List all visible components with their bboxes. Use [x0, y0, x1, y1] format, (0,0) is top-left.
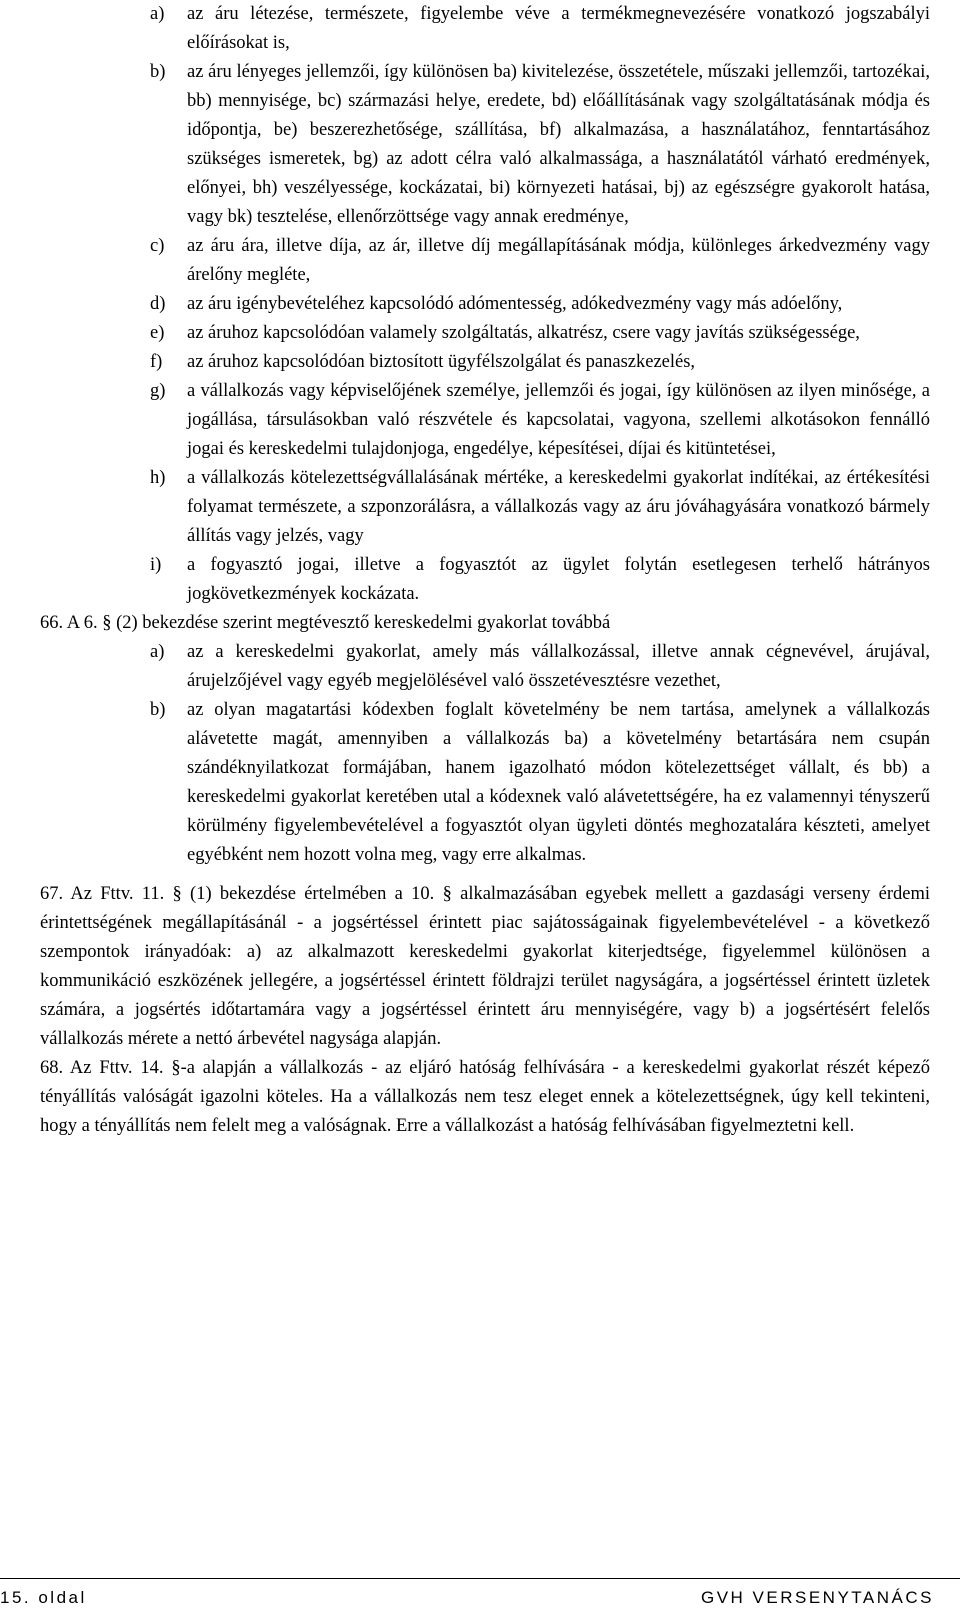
- list-item: [40, 638, 930, 696]
- list-item: [40, 377, 930, 464]
- list-item: [40, 696, 930, 870]
- list-item-text: az áruhoz kapcsolódóan valamely szolgáltatás, alkatrész, csere vagy javítás szükségessége,: [187, 323, 860, 343]
- list-marker: d): [150, 294, 166, 314]
- top-list: [40, 0, 930, 609]
- list-item-text: a vállalkozás kötelezettségvállalásának mértéke, a kereskedelmi gyakorlat indítékai, az értékesítési folyamat természete, a szponzorálásra, a vállalkozás vagy az áru jóváhagyására vonatkozó bármely állítás vagy jelzés, vagy: [187, 468, 930, 546]
- footer-organization: GVH VERSENYTANÁCS: [700, 1588, 934, 1607]
- section-67-paragraph: 67. Az Fttv. 11. § (1) bekezdése értelmében a 10. § alkalmazásában egyebek mellett a gazdasági verseny érdemi érintettségének megállapításánál - a jogsértéssel érintett piac sajátosságainak figyelembevételével - a következő szempontok irányadóak: a) az alkalmazott kereskedelmi gyakorlat kiterjedtsége, figyelemmel különösen a kommunikáció eszközének jellegére, a jogsértéssel érintett földrajzi terület nagyságára, a jogsértéssel érintett üzletek számára, a jogsértés időtartamára vagy a jogsértéssel érintett áru mennyiségére, vagy b) a jogsértésért felelős vállalkozás mérete a nettó árbevétel nagysága alapján.: [40, 884, 930, 1049]
- list-item-text: az áruhoz kapcsolódóan biztosított ügyfélszolgálat és panaszkezelés,: [187, 352, 696, 372]
- list-item: [40, 232, 930, 290]
- section-66: [40, 609, 930, 870]
- list-marker: a): [150, 642, 165, 662]
- list-item-text: a vállalkozás vagy képviselőjének személye, jellemzői és jogai, így különösen az ilyen minősége, a jogállása, társulásokban való részvétele és kapcsolatai, vagyona, szellemi alkotásokon fennálló jogai és kereskedelmi tulajdonjoga, engedélye, képesítései, díjai és kitüntetései,: [187, 381, 930, 459]
- list-marker: b): [150, 62, 166, 82]
- list-item-text: az áru igénybevételéhez kapcsolódó adómentesség, adókedvezmény vagy más adóelőny,: [187, 294, 843, 314]
- section-68-paragraph: 68. Az Fttv. 14. §-a alapján a vállalkozás - az eljáró hatóság felhívására - a kereskedelmi gyakorlat részét képező tényállítás valóságát igazolni köteles. Ha a vállalkozás nem tesz eleget ennek a kötelezettségnek, úgy kell tekinteni, hogy a tényállítás nem felelt meg a valóságnak. Erre a vállalkozást a hatóság felhívásában figyelmeztetni kell.: [40, 1058, 930, 1136]
- list-marker: c): [150, 236, 165, 256]
- list-marker: a): [150, 4, 165, 24]
- list-marker: e): [150, 323, 165, 343]
- section-66-heading: 66. A 6. § (2) bekezdése szerint megtévesztő kereskedelmi gyakorlat továbbá: [40, 613, 611, 633]
- list-item-text: az áru ára, illetve díja, az ár, illetve díj megállapításának módja, különleges árkedvezmény vagy árelőny megléte,: [187, 236, 930, 285]
- page-number: 15. oldal: [0, 1588, 87, 1607]
- list-item-text: az áru létezése, természete, figyelembe véve a termékmegnevezésére vonatkozó jogszabályi előírásokat is,: [187, 4, 930, 53]
- list-item: [40, 290, 930, 319]
- list-item: [40, 464, 930, 551]
- list-item: [40, 319, 930, 348]
- list-marker: f): [150, 352, 163, 372]
- list-item: [40, 348, 930, 377]
- footer-divider: [0, 1578, 960, 1579]
- list-item-text: az olyan magatartási kódexben foglalt követelmény be nem tartása, amelynek a vállalkozás alávetette magát, amennyiben a vállalkozás ba) a követelmény betartására nem csupán szándéknyilatkozat formájában, hanem igazolható módon kötelezettséget vállalt, és bb) a kereskedelmi gyakorlat keretében utal a kódexnek való alávetettségére, ha ez valamennyi tényszerű körülmény figyelembevételével a fogyasztót olyan ügyleti döntés meghozatalára készteti, amelyet egyébként nem hozott volna meg, vagy erre alkalmas.: [187, 700, 930, 865]
- list-item-text: a fogyasztó jogai, illetve a fogyasztót az ügylet folytán esetlegesen terhelő hátrányos jogkövetkezmények kockázata.: [187, 555, 930, 604]
- list-marker: g): [150, 381, 166, 401]
- list-item-text: az a kereskedelmi gyakorlat, amely más vállalkozással, illetve annak cégnevével, árujával, árujelzőjével vagy egyéb megjelölésével való összetévesztésre vezethet,: [187, 642, 930, 691]
- list-marker: h): [150, 468, 166, 488]
- list-marker: b): [150, 700, 166, 720]
- list-item: [40, 58, 930, 232]
- list-item: [40, 551, 930, 609]
- list-marker: i): [150, 555, 162, 575]
- document-body: [40, 0, 930, 1141]
- list-item: [40, 0, 930, 58]
- list-item-text: az áru lényeges jellemzői, így különösen ba) kivitelezése, összetétele, műszaki jellemzői, tartozékai, bb) mennyisége, bc) származási helye, eredete, bd) előállításának vagy szolgáltatásának módja és időpontja, be) beszerezhetősége, szállítása, bf) alkalmazása, a használatához, fenntartásához szükséges ismeretek, bg) az adott célra való alkalmassága, a használatától várható eredmények, előnyei, bh) veszélyessége, kockázatai, bi) környezeti hatásai, bj) az egészségre gyakorolt hatása, vagy bk) tesztelése, ellenőrzöttsége vagy annak eredménye,: [187, 62, 930, 227]
